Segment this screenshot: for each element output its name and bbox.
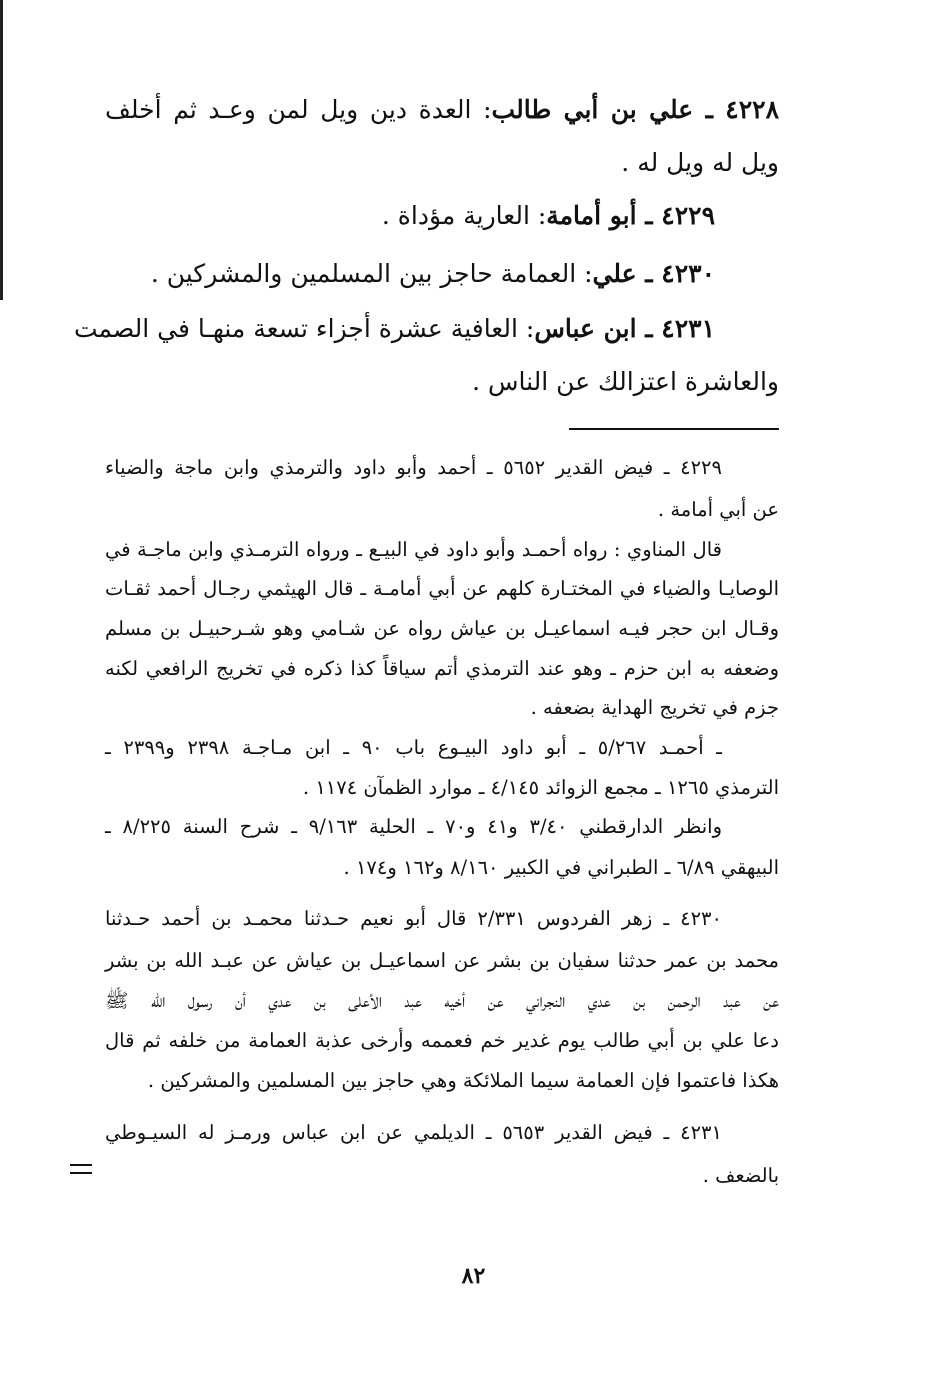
- hadith-4229: [105, 201, 715, 231]
- footnote-4229-line: ٤٢٢٩ ـ فيض القدير ٥٦٥٢ ـ أحمد وأبو داود والترمذي وابن ماجة والضياء: [105, 456, 722, 479]
- hadith-number: ٤٢٣١: [661, 314, 715, 343]
- hadith-number: ٤٢٢٨: [725, 95, 780, 124]
- footnote-4229-line: عن أبي أمامة .: [657, 498, 779, 521]
- hadith-4231-line-1: [73, 314, 715, 344]
- footnote-divider: [569, 428, 779, 430]
- hadith-narrator: علي بن أبي طالب: [491, 95, 694, 124]
- footnote-4230-line: هكذا فاعتموا فإن العمامة سيما الملائكة وهي حاجز بين المسلمين والمشركين .: [147, 1069, 779, 1092]
- footnote-4230-line: محمد بن عمر حدثنا سفيان بن بشر عن اسماعيـل بن عياش عن عبـد الله بن بشر: [105, 949, 779, 972]
- hadith-separator: ـ: [636, 314, 662, 343]
- hadith-4228-line-1: [105, 95, 779, 125]
- footnote-4230-line: ٤٢٣٠ ـ زهر الفردوس ٢/٣٣١ قال أبو نعيم حـدثنا محمـد بن أحمد حـدثنا: [105, 907, 723, 930]
- hadith-number: ٤٢٣٠: [661, 259, 715, 288]
- page-edge: [0, 0, 3, 300]
- hadith-4231-line-2: والعاشرة اعتزالك عن الناس .: [472, 367, 779, 396]
- hadith-separator: ـ: [636, 201, 662, 230]
- hadith-text: : العدة دين ويل لمن وعـد ثم أخلف: [105, 95, 492, 124]
- footnote-4230-line: دعا علي بن أبي طالب يوم غدير خم فعممه وأرخى عذبة العمامة من خلفه ثم قال: [105, 1029, 779, 1052]
- margin-mark: [70, 1164, 92, 1178]
- hadith-text: : العارية مؤداة .: [381, 201, 547, 230]
- footnote-4229-line: ـ أحمـد ٥/٢٦٧ ـ أبو داود البيـوع باب ٩٠ ـ ابن مـاجـة ٢٣٩٨ و٢٣٩٩ ـ: [105, 736, 722, 759]
- footnote-4229-line: وقـال ابن حجر فيـه اسماعيـل بن عياش رواه عن شـامي وهو شـرحبيـل بن مسلم: [105, 617, 779, 640]
- footnote-4230-line: عن عبد الرحمن بن عدي النجراني عن أخيه عبد الأعلى بن عدي أن رسول الله ﷺ: [105, 989, 779, 1012]
- hadith-separator: ـ: [693, 95, 726, 124]
- hadith-4230: [105, 259, 715, 289]
- page-number: ٨٢: [461, 1263, 486, 1289]
- hadith-narrator: علي: [592, 259, 637, 288]
- footnote-4229-line: الوصايـا والضياء في المختـارة كلهم عن أبي أمامـة ـ قال الهيثمي رجـال أحمد ثقـات: [105, 577, 779, 600]
- footnote-4229-line: وانظر الدارقطني ٣/٤٠ و٤١ و٧٠ ـ الحلية ٩/١٦٣ ـ شرح السنة ٨/٢٢٥ ـ: [105, 815, 722, 838]
- hadith-text: : العافية عشرة أجزاء تسعة منهـا في الصمت: [73, 314, 535, 343]
- footnote-4229-line: جزم في تخريج الهداية بضعفه .: [530, 696, 779, 719]
- hadith-number: ٤٢٢٩: [661, 201, 715, 230]
- footnote-4231-line: بالضعف .: [702, 1164, 779, 1187]
- footnote-4229-line: قال المناوي : رواه أحمـد وأبو داود في البيـع ـ ورواه الترمـذي وابن ماجـة في: [105, 538, 722, 561]
- hadith-4228-line-2: ويل له ويل له .: [621, 148, 779, 177]
- hadith-text: : العمامة حاجز بين المسلمين والمشركين .: [150, 259, 593, 288]
- footnote-4231-line: ٤٢٣١ ـ فيض القدير ٥٦٥٣ ـ الديلمي عن ابن عباس ورمـز له السيـوطي: [105, 1121, 723, 1144]
- hadith-narrator: ابن عباس: [534, 314, 637, 343]
- footnote-4229-line: وضعفه به ابن حزم ـ وهو عند الترمذي أتم سياقاً كذا ذكره في تخريج الرافعي لكنه: [105, 657, 779, 680]
- footnote-4229-line: البيهقي ٦/٨٩ ـ الطبراني في الكبير ٨/١٦٠ و١٦٢ و١٧٤ .: [343, 856, 779, 879]
- footnote-4229-line: الترمذي ١٢٦٥ ـ مجمع الزوائد ٤/١٤٥ ـ موارد الظمآن ١١٧٤ .: [302, 776, 779, 799]
- hadith-separator: ـ: [636, 259, 662, 288]
- hadith-narrator: أبو أمامة: [546, 201, 637, 230]
